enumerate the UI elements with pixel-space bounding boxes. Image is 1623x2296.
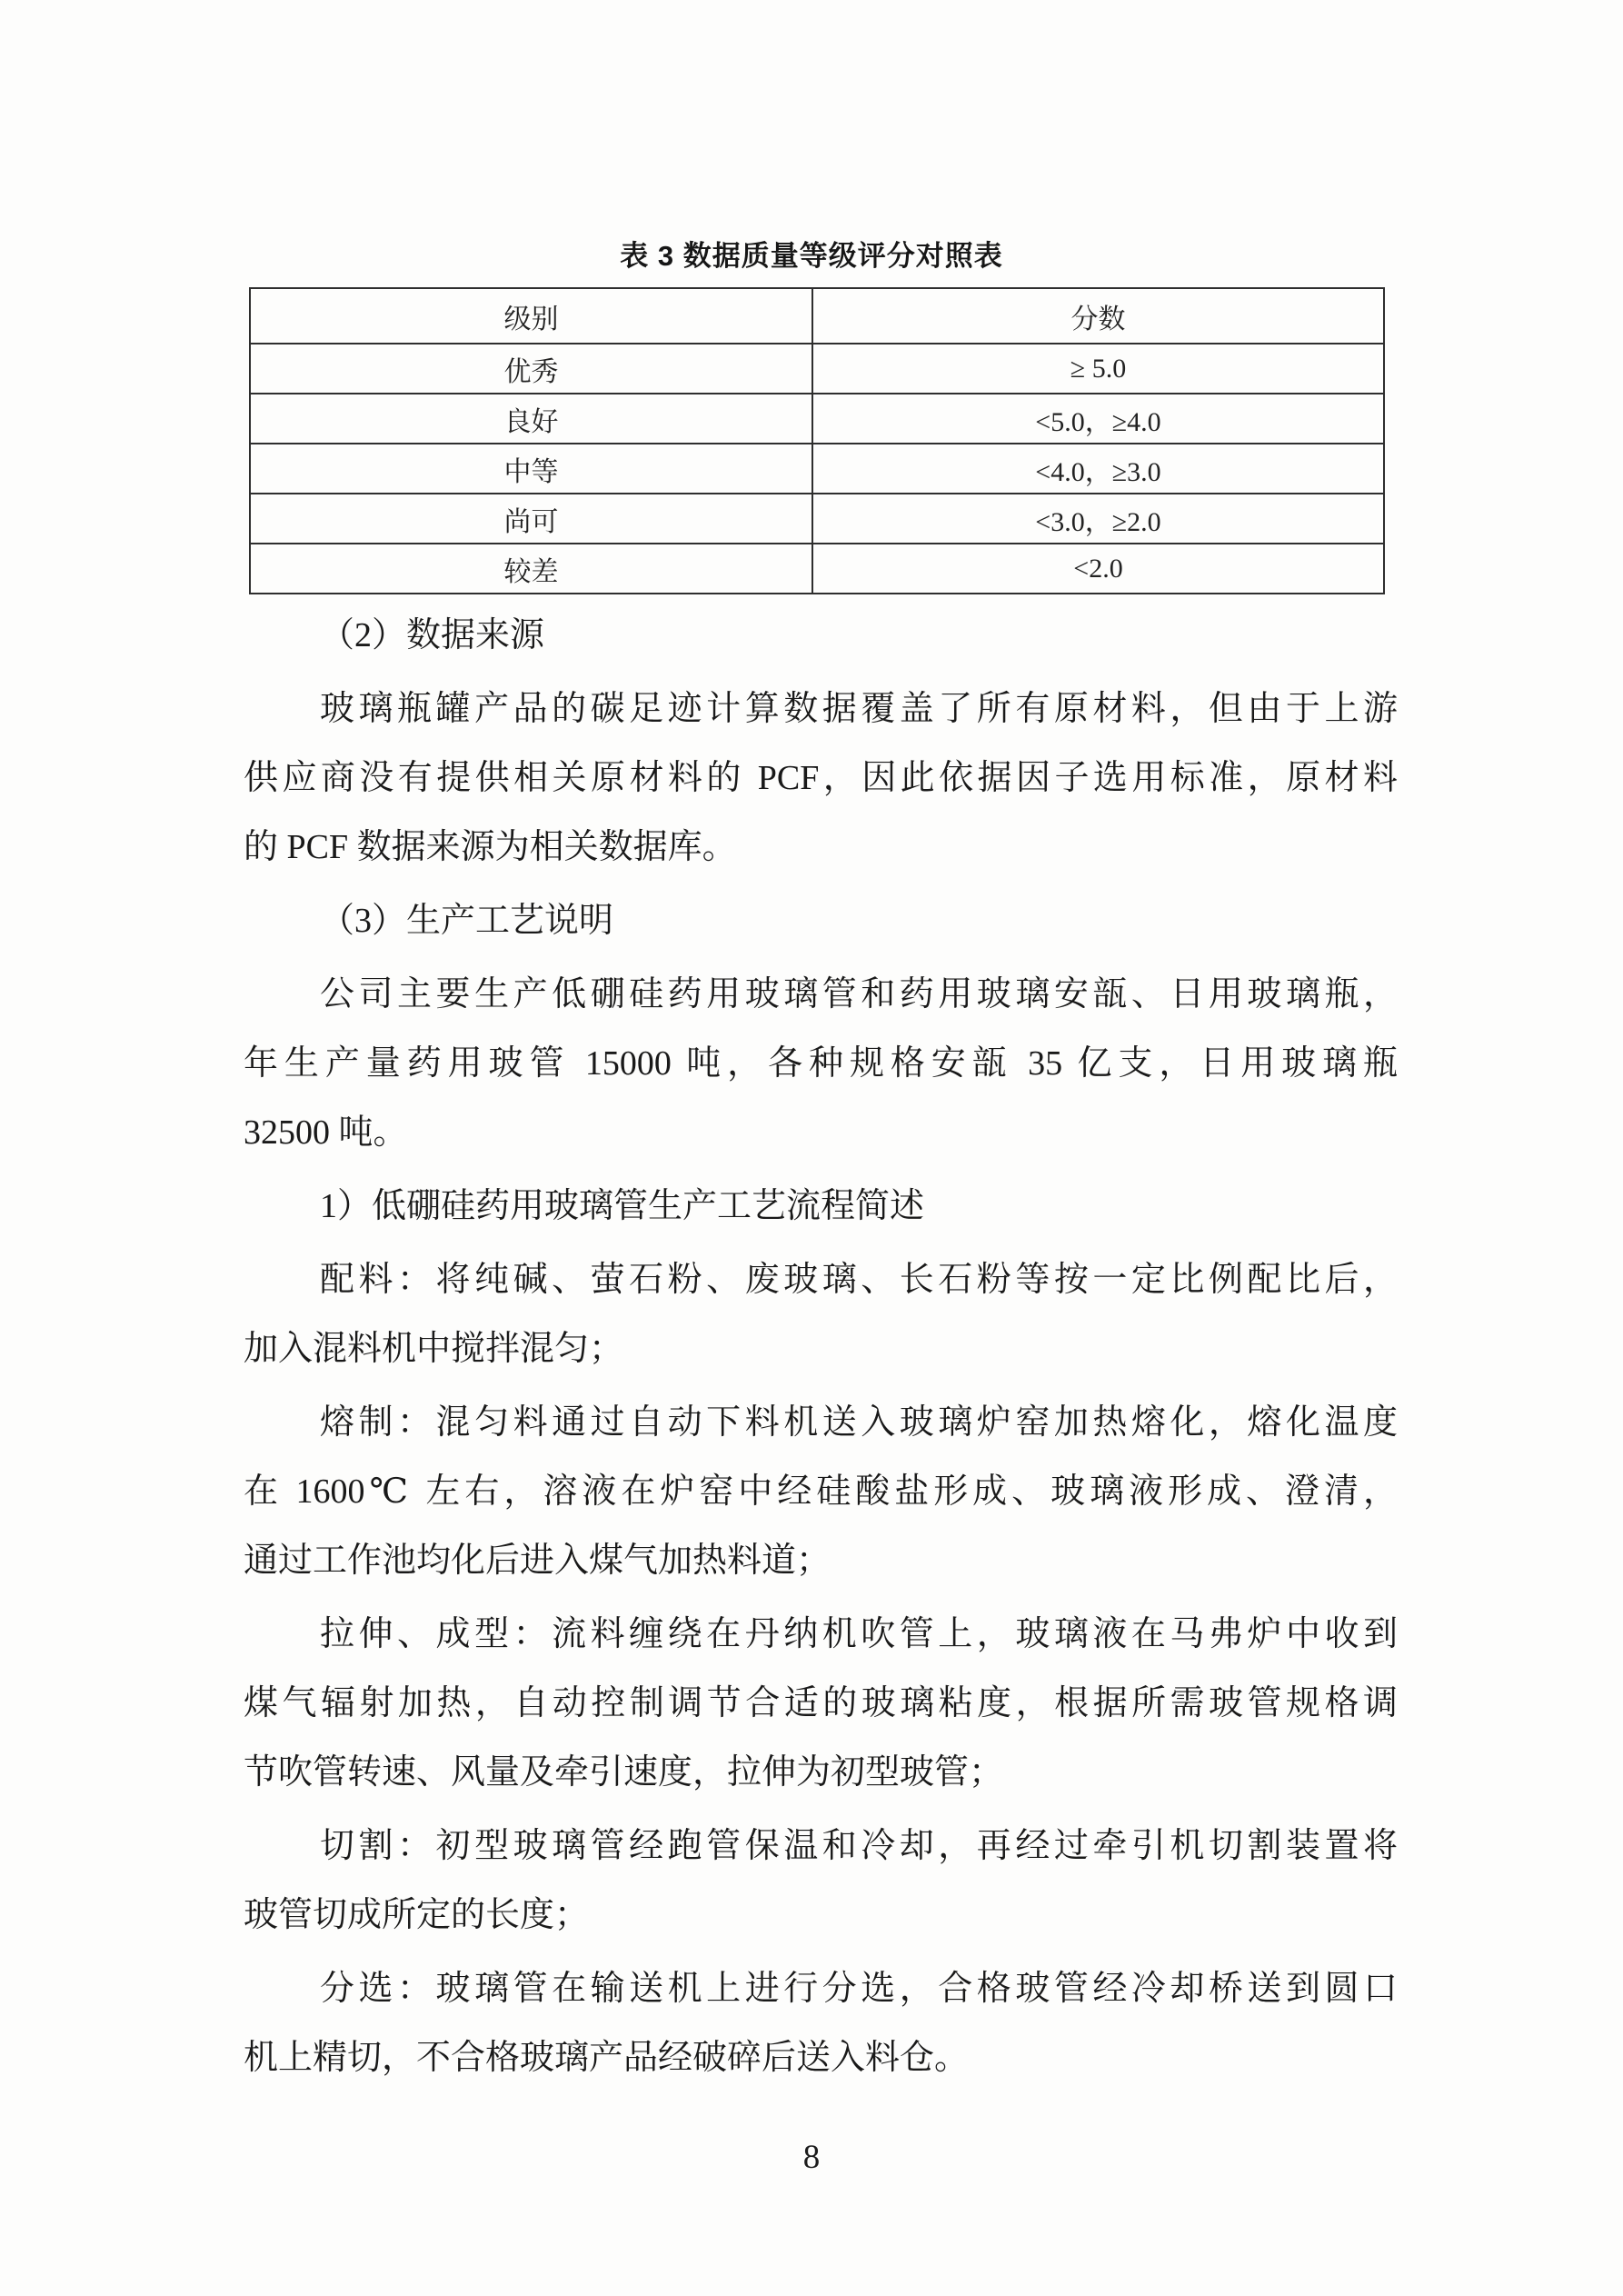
text-line: 玻管切成所定的长度； xyxy=(244,1896,590,1934)
text-line: 节吹管转速、风量及牵引速度，拉伸为初型玻管； xyxy=(244,1753,1004,1792)
text-line: 玻璃瓶罐产品的碳足迹计算数据覆盖了所有原材料，但由于上游 xyxy=(320,690,1398,728)
table-row xyxy=(250,344,1384,394)
table-row xyxy=(250,394,1384,444)
text-line: 切割：初型玻璃管经跑管保温和冷却，再经过牵引机切割装置将 xyxy=(320,1827,1398,1865)
text-line: 1）低硼硅药用玻璃管生产工艺流程简述 xyxy=(320,1187,925,1225)
text-line: 公司主要生产低硼硅药用玻璃管和药用玻璃安瓿、日用玻璃瓶， xyxy=(320,975,1398,1013)
table-cell: 较差 xyxy=(250,544,812,594)
paragraph xyxy=(244,1954,1398,2092)
score-table xyxy=(249,287,1385,594)
table-body xyxy=(250,344,1384,594)
paragraph xyxy=(244,1388,1398,1595)
table-cell: <3.0，≥2.0 xyxy=(812,494,1384,544)
text-line: （3）生产工艺说明 xyxy=(320,902,614,940)
paragraph xyxy=(244,601,1398,670)
page-number: 8 xyxy=(802,2139,821,2176)
paragraph xyxy=(244,1600,1398,1807)
paragraph xyxy=(244,1172,1398,1241)
table-row xyxy=(250,494,1384,544)
text-line: （2）数据来源 xyxy=(320,616,545,654)
table-caption: 表 3 数据质量等级评分对照表 xyxy=(620,240,1003,272)
table-cell: <4.0，≥3.0 xyxy=(812,444,1384,494)
table-cell: 尚可 xyxy=(250,494,812,544)
paragraph xyxy=(244,1812,1398,1950)
paragraph xyxy=(244,674,1398,882)
text-line: 煤气辐射加热，自动控制调节合适的玻璃粘度，根据所需玻管规格调 xyxy=(244,1684,1398,1722)
table-header-cell: 级别 xyxy=(250,288,812,344)
paragraph xyxy=(244,1245,1398,1383)
table-row xyxy=(250,544,1384,594)
table-cell: ≥ 5.0 xyxy=(812,344,1384,394)
text-line: 熔制：混匀料通过自动下料机送入玻璃炉窑加热熔化，熔化温度 xyxy=(320,1403,1398,1442)
table-cell: 优秀 xyxy=(250,344,812,394)
text-line: 机上精切，不合格玻璃产品经破碎后送入料仓。 xyxy=(244,2039,970,2077)
text-line: 32500 吨。 xyxy=(244,1113,408,1152)
text-line: 供应商没有提供相关原材料的 PCF，因此依据因子选用标准，原材料 xyxy=(244,759,1398,797)
table-cell: <2.0 xyxy=(812,544,1384,594)
paragraph xyxy=(244,886,1398,955)
text-line: 在 1600℃ 左右，溶液在炉窑中经硅酸盐形成、玻璃液形成、澄清， xyxy=(244,1472,1398,1511)
body-text xyxy=(244,601,1398,2092)
text-line: 年生产量药用玻管 15000 吨，各种规格安瓿 35 亿支，日用玻璃瓶 xyxy=(244,1044,1398,1083)
table-cell: 中等 xyxy=(250,444,812,494)
text-line: 拉伸、成型：流料缠绕在丹纳机吹管上，玻璃液在马弗炉中收到 xyxy=(320,1615,1398,1653)
table-row xyxy=(250,444,1384,494)
text-line: 分选：玻璃管在输送机上进行分选，合格玻管经冷却桥送到圆口 xyxy=(320,1970,1398,2008)
table-cell: <5.0，≥4.0 xyxy=(812,394,1384,444)
text-line: 配料：将纯碱、萤石粉、废玻璃、长石粉等按一定比例配比后， xyxy=(320,1261,1398,1299)
text-line: 加入混料机中搅拌混匀； xyxy=(244,1330,624,1368)
table-header-cell: 分数 xyxy=(812,288,1384,344)
text-line: 的 PCF 数据来源为相关数据库。 xyxy=(244,828,737,866)
table-cell: 良好 xyxy=(250,394,812,444)
table-header-row xyxy=(250,288,1384,344)
paragraph xyxy=(244,960,1398,1167)
text-line: 通过工作池均化后进入煤气加热料道； xyxy=(244,1542,831,1580)
